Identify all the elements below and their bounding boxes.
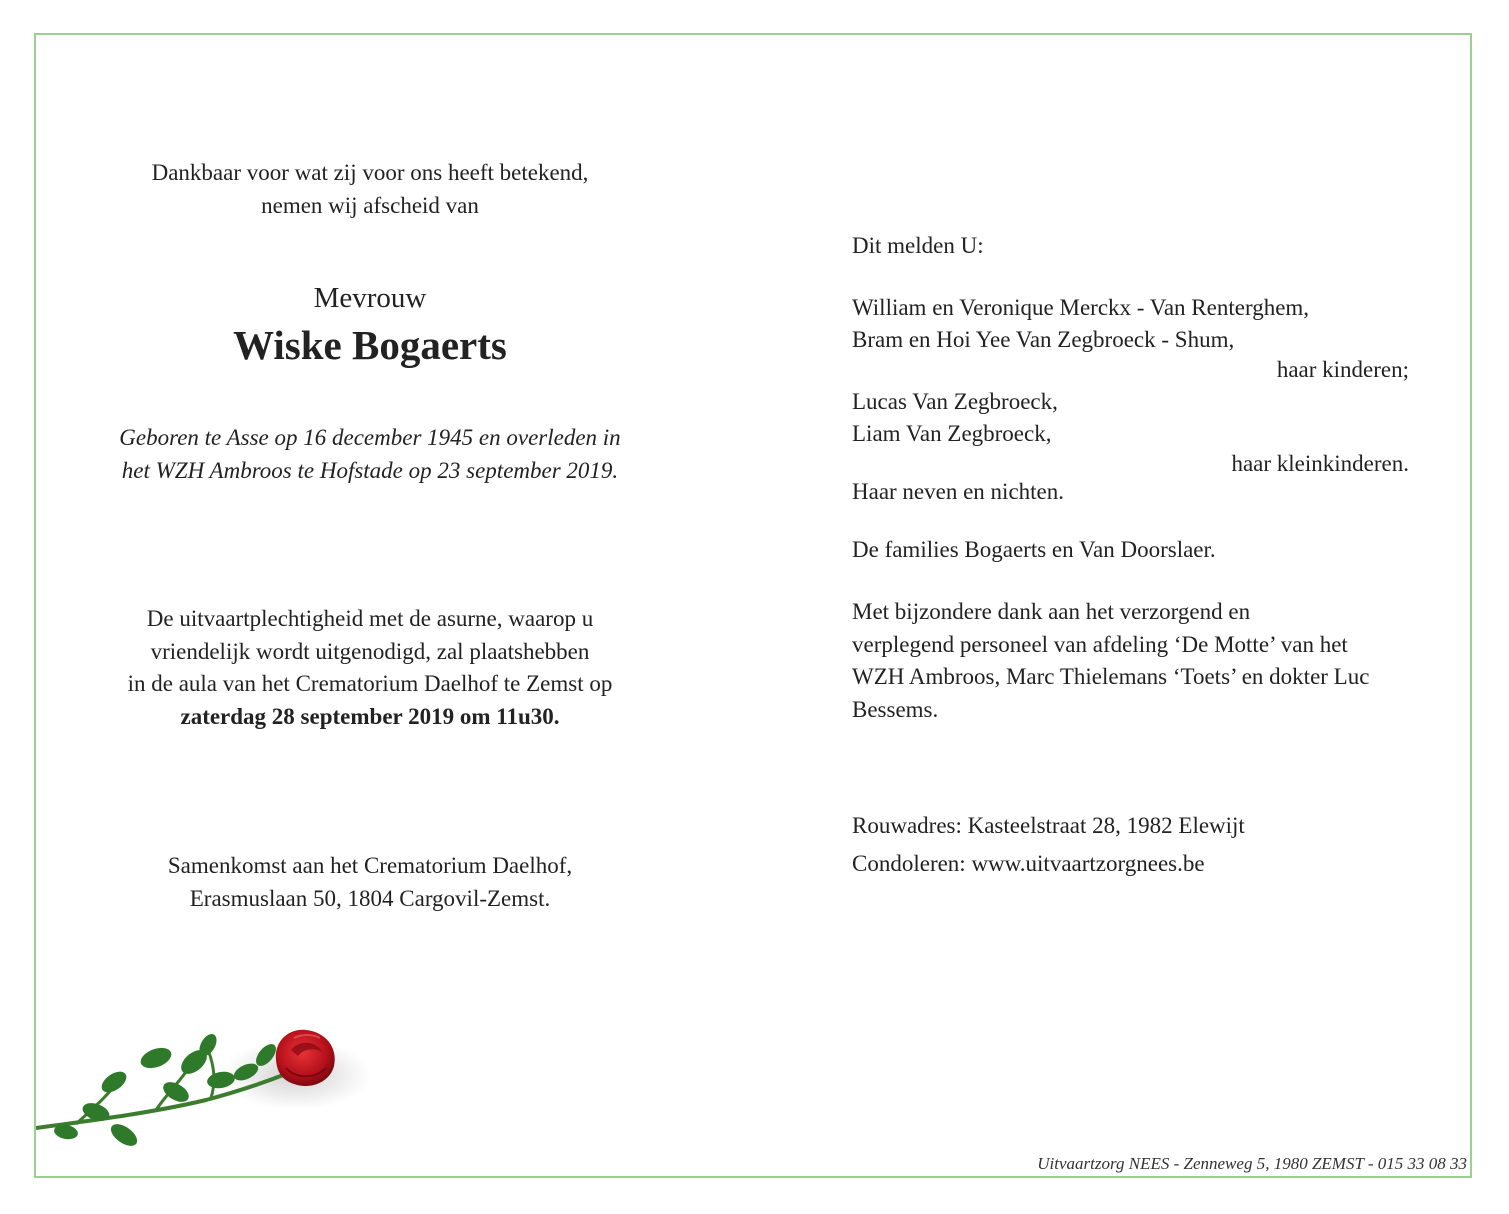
intro-line-2: nemen wij afscheid van bbox=[261, 192, 479, 218]
intro-text bbox=[0, 157, 740, 222]
intro-line-1: Dankbaar voor wat zij voor ons heeft betekend, bbox=[151, 160, 589, 185]
meeting-line-2: Erasmuslaan 50, 1804 Cargovil-Zemst. bbox=[189, 885, 551, 911]
child-line-2: Bram en Hoi Yee Van Zegbroeck - Shum, bbox=[852, 327, 1235, 352]
ceremony-text bbox=[0, 603, 740, 733]
cousins-line: Haar neven en nichten. bbox=[852, 479, 1065, 504]
announcement-header: Dit melden U: bbox=[852, 233, 984, 258]
thanks-line-4: Bessems. bbox=[852, 697, 939, 722]
families-line: De families Bogaerts en Van Doorslaer. bbox=[852, 537, 1216, 562]
deceased-title: Mevrouw bbox=[313, 282, 427, 314]
children-label: haar kinderen; bbox=[1276, 357, 1409, 382]
born-line-2: het WZH Ambroos te Hofstade op 23 september 2019. bbox=[121, 457, 619, 483]
grandchildren-label: haar kleinkinderen. bbox=[1231, 451, 1409, 476]
condolences-line: Condoleren: www.uitvaartzorgnees.be bbox=[852, 851, 1205, 876]
thanks-line-2: verplegend personeel van afdeling ‘De Motte’ van het bbox=[852, 632, 1348, 657]
deceased-name: Wiske Bogaerts bbox=[233, 322, 507, 368]
funeral-home-footer: Uitvaartzorg NEES - Zenneweg 5, 1980 ZEMST - 015 33 08 33 bbox=[1037, 1154, 1467, 1173]
birth-death-text bbox=[0, 422, 740, 487]
born-line-1: Geboren te Asse op 16 december 1945 en overleden in bbox=[119, 425, 621, 450]
child-line-1: William en Veronique Merckx - Van Renterghem, bbox=[852, 295, 1310, 320]
mourning-address: Rouwadres: Kasteelstraat 28, 1982 Elewijt bbox=[852, 813, 1245, 838]
grandchild-line-2: Liam Van Zegbroeck, bbox=[852, 421, 1052, 446]
ceremony-date: zaterdag 28 september 2019 om 11u30. bbox=[180, 703, 560, 729]
thanks-line-3: WZH Ambroos, Marc Thielemans ‘Toets’ en dokter Luc bbox=[852, 664, 1370, 689]
meeting-text bbox=[0, 850, 740, 915]
ceremony-line-1: De uitvaartplechtigheid met de asurne, waarop u bbox=[146, 606, 594, 631]
thanks-line-1: Met bijzondere dank aan het verzorgend en bbox=[852, 599, 1251, 624]
ceremony-line-3: in de aula van het Crematorium Daelhof te Zemst op bbox=[127, 671, 613, 696]
grandchild-line-1: Lucas Van Zegbroeck, bbox=[852, 389, 1058, 414]
meeting-line-1: Samenkomst aan het Crematorium Daelhof, bbox=[167, 853, 573, 878]
red-rose-icon bbox=[36, 1020, 376, 1170]
ceremony-line-2: vriendelijk wordt uitgenodigd, zal plaatshebben bbox=[150, 638, 590, 664]
